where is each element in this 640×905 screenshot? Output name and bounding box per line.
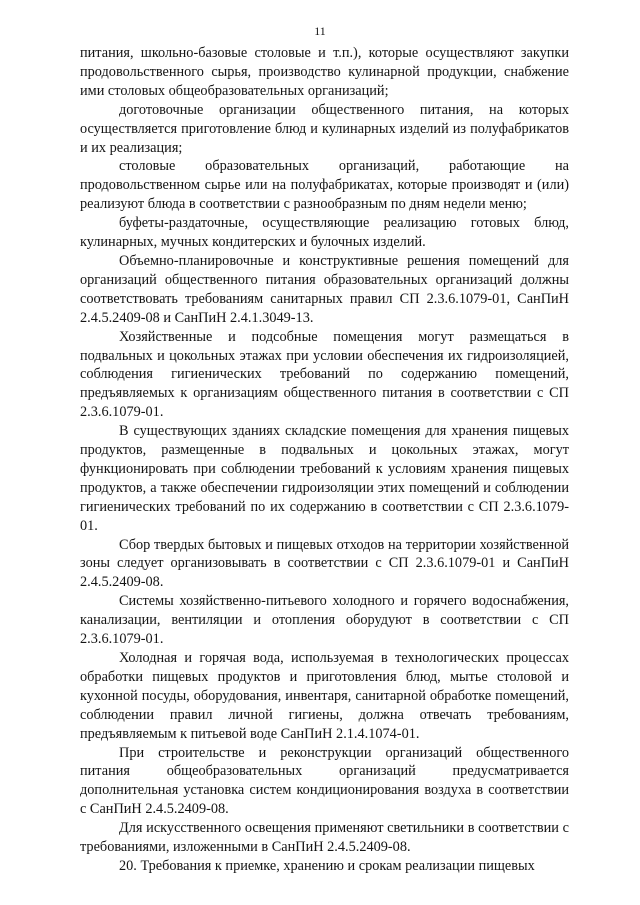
paragraph: В существующих зданиях складские помещения для хранения пищевых продуктов, размещенные в подвальных и цокольных этажах, могут функционировать при соблюдении требований к условиям хранения пищевых продуктов, а также обеспечении гидроизоляции этих помещений и соблюдении гигиенических требований по их содержанию в соответствии с СП 2.3.6.1079-01. [80,423,569,534]
paragraph: Системы хозяйственно-питьевого холодного и горячего водоснабжения, канализации, вентиляции и отопления оборудуют в соответствии с СП 2.3.6.1079-01. [80,593,569,648]
page-number: 11 [314,24,326,38]
section-heading-paragraph: 20. Требования к приемке, хранению и срокам реализации пищевых [119,857,535,874]
paragraph: Для искусственного освещения применяют светильники в соответствии с требованиями, изложенными в СанПиН 2.4.5.2409-08. [80,820,569,856]
paragraph-continued: питания, школьно-базовые столовые и т.п.), которые осуществляют закупки продовольственного сырья, производство кулинарной продукции, снабжение ими столовых общеобразовательных организаций; [80,45,569,99]
paragraph: Сбор твердых бытовых и пищевых отходов на территории хозяйственной зоны следует организовывать в соответствии с СП 2.3.6.1079-01 и СанПиН 2.4.5.2409-08. [80,536,569,591]
paragraph: столовые образовательных организаций, работающие на продовольственном сырье или на полуфабрикатах, которые производят и (или) реализуют блюда в соответствии с разнообразным по дням недели меню; [80,158,569,213]
paragraph: Объемно-планировочные и конструктивные решения помещений для организаций общественного питания образовательных организаций должны соответствовать требованиям санитарных правил СП 2.3.6.1079-01, СанПиН 2.4.5.2409-08 и СанПиН 2.4.1.3049-13. [80,252,569,326]
paragraph: Хозяйственные и подсобные помещения могут размещаться в подвальных и цокольных этажах при условии обеспечения их гидроизоляцией, соблюдения гигиенических требований по содержанию помещений, предъявляемых к организациям общественного питания в соответствии с СП 2.3.6.1079-01. [80,328,569,421]
paragraph: Холодная и горячая вода, используемая в технологических процессах обработки пищевых продуктов и приготовления блюд, мытье столовой и кухонной посуды, оборудования, инвентаря, санитарной обработке помещений, соблюдении правил личной гигиены, должна отвечать требованиям, предъявляемым к питьевой воде СанПиН 2.1.4.1074-01. [80,650,569,742]
document-body [80,44,569,876]
paragraph: доготовочные организации общественного питания, на которых осуществляется приготовление блюд и кулинарных изделий из полуфабрикатов и их реализация; [80,101,569,156]
paragraph: буфеты-раздаточные, осуществляющие реализацию готовых блюд, кулинарных, мучных кондитерских и булочных изделий. [80,215,569,251]
paragraph: При строительстве и реконструкции организаций общественного питания общеобразовательных организаций предусматривается дополнительная установка систем кондиционирования воздуха в соответствии с СанПиН 2.4.5.2409-08. [80,744,569,818]
